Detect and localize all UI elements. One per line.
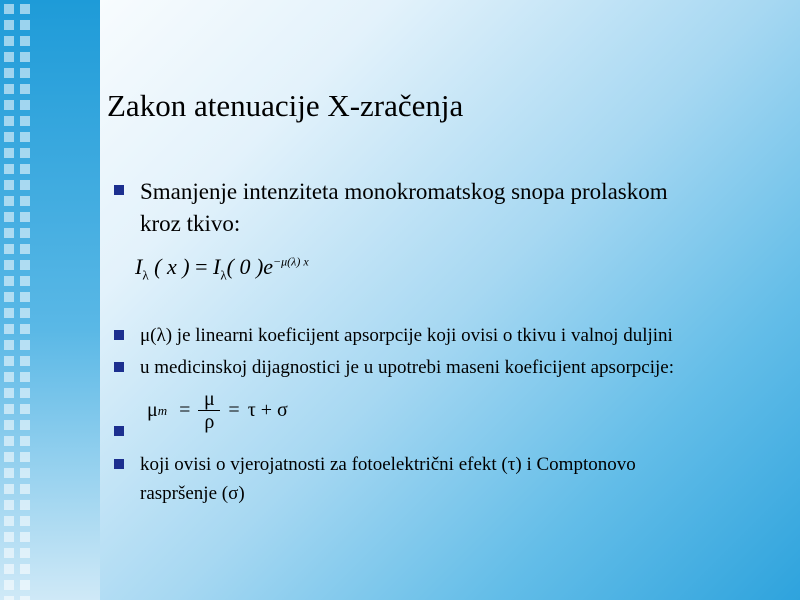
bullet-marker — [114, 185, 124, 195]
bullet-marker-empty — [114, 426, 124, 436]
formula1-rhs-sub: λ — [220, 267, 227, 283]
slide-title: Zakon atenuacije X-zračenja — [107, 88, 464, 123]
formula2-lhs: μ — [147, 399, 158, 421]
formula2-rhs: τ + σ — [247, 399, 288, 421]
formula1-lhs-sub: λ — [142, 267, 149, 283]
formula1-equals: = — [195, 254, 208, 279]
slide-content — [107, 0, 787, 600]
bullet5-line2: raspršenje (σ) — [140, 483, 245, 504]
formula1-exponent: −μ(λ) x — [273, 254, 309, 269]
bullet1-line2: kroz tkivo: — [140, 211, 241, 236]
formula2-lhs-sub: m — [157, 402, 168, 418]
formula2-eq1: = — [179, 399, 191, 421]
decorative-squares — [4, 0, 32, 600]
attenuation-formula — [135, 254, 309, 283]
bullet-marker — [114, 330, 124, 340]
bullet5-line1: koji ovisi o vjerojatnosti za fotoelektrični efekt (τ) i Comptonovo — [140, 454, 636, 475]
bullet1-line1: Smanjenje intenziteta monokromatskog snopa prolaskom — [140, 179, 668, 204]
formula2-eq2: = — [228, 399, 240, 421]
formula2-denominator: ρ — [204, 411, 215, 433]
bullet-marker — [114, 362, 124, 372]
formula1-lhs-symbol: I — [135, 254, 143, 279]
mass-coefficient-formula — [147, 388, 288, 433]
formula1-lhs-arg: ( x ) — [154, 254, 190, 279]
formula1-rhs-symbol: I — [212, 254, 221, 279]
bullet-marker — [114, 459, 124, 469]
formula2-numerator: μ — [204, 388, 215, 410]
formula2-fraction — [198, 388, 220, 433]
bullet3-text: u medicinskoj dijagnostici je u upotrebi maseni koeficijent apsorpcije: — [140, 357, 674, 378]
bullet2-text: μ(λ) je linearni koeficijent apsorpcije koji ovisi o tkivu i valnoj duljini — [140, 325, 673, 346]
left-decorative-strip — [0, 0, 100, 600]
formula1-rhs-arg: ( 0 )e — [226, 254, 274, 279]
